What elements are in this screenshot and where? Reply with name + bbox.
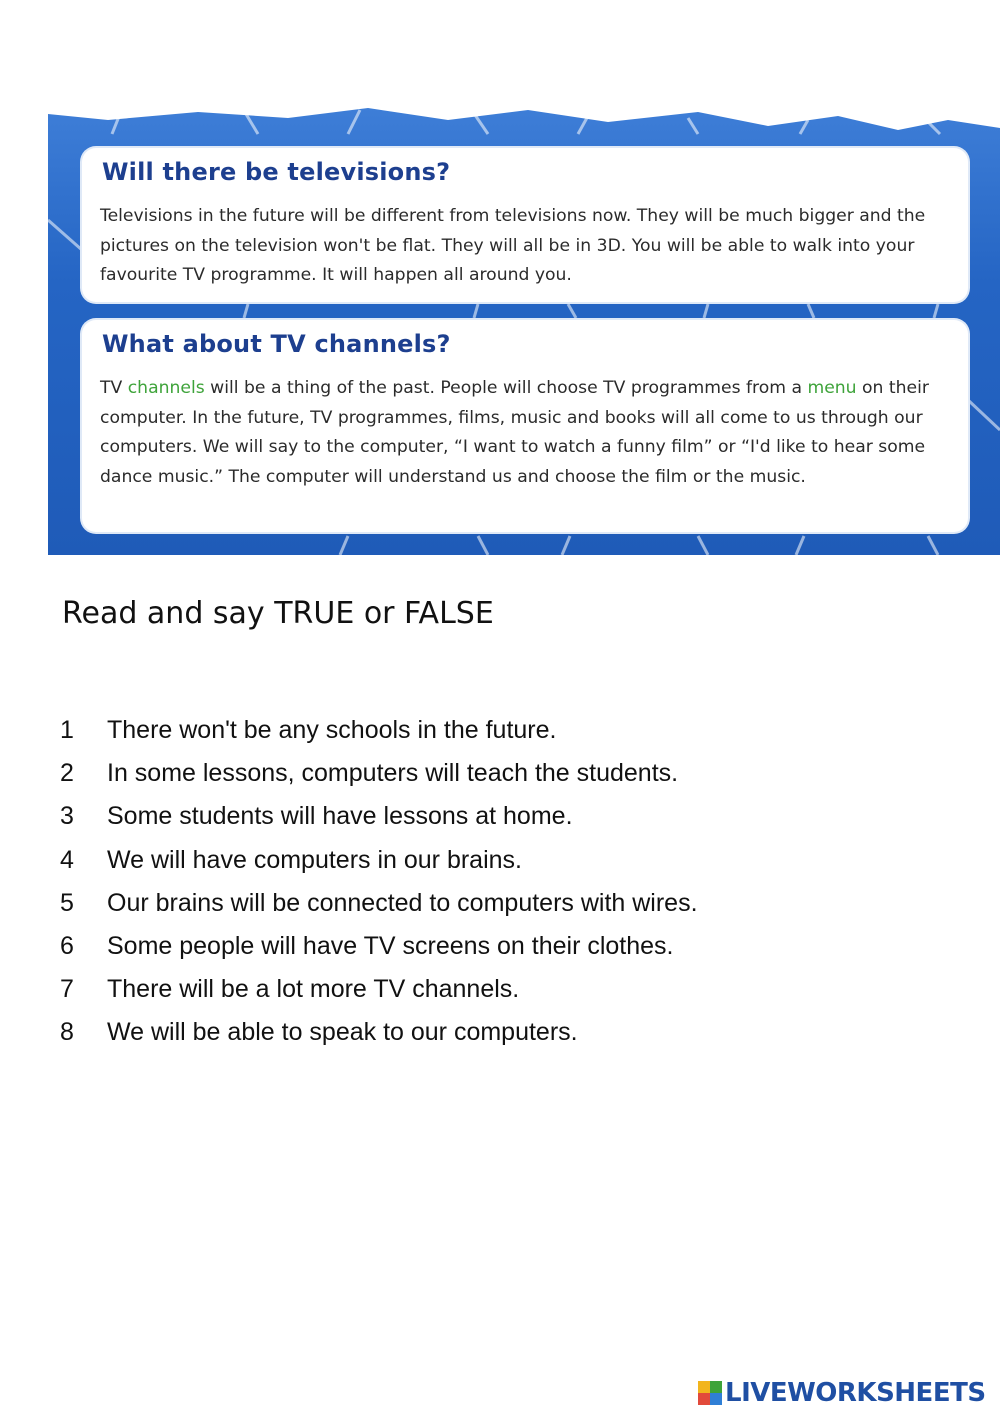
reading-panel [48, 100, 1000, 555]
liveworksheets-logo[interactable] [698, 1376, 986, 1410]
item-text: Some people will have TV screens on their clothes. [107, 931, 674, 960]
section-heading: What about TV channels? [102, 330, 451, 358]
item-number: 5 [60, 888, 74, 917]
logo-square [710, 1381, 722, 1393]
list-item [60, 802, 960, 845]
item-number: 6 [60, 931, 74, 960]
item-number: 4 [60, 845, 74, 874]
item-number: 3 [60, 802, 74, 831]
instruction: Read and say TRUE or FALSE [62, 596, 494, 631]
item-number: 2 [60, 759, 74, 788]
item-text: There will be a lot more TV channels. [107, 975, 520, 1004]
item-text: There won't be any schools in the future. [107, 716, 557, 744]
item-number: 7 [60, 975, 74, 1004]
list-item [60, 975, 960, 1018]
section-heading: Will there be televisions? [102, 158, 451, 186]
item-text: Our brains will be connected to computers with wires. [107, 888, 698, 917]
item-number: 8 [60, 1018, 74, 1047]
item-number: 1 [60, 716, 74, 744]
text-run: on their computer. In the future, TV programmes, films, music and books will all come to us through our computers. We will say to the computer, “I want to watch a funny film” or “I'd like to hear some dance music.” The computer will understand us and choose the film or the music. [100, 378, 929, 487]
list-item [60, 889, 960, 932]
text-run: will be a thing of the past. People will choose TV programmes from a [204, 378, 808, 398]
item-text: In some lessons, computers will teach the students. [107, 759, 679, 788]
text-run: TV [100, 378, 128, 398]
highlight-word: channels [127, 378, 205, 398]
section-text [100, 374, 952, 492]
section-tv-channels [82, 320, 968, 532]
statement-list [60, 716, 960, 1062]
list-item [60, 759, 960, 802]
section-televisions [82, 148, 968, 302]
item-text: We will be able to speak to our computers. [107, 1018, 578, 1047]
list-item [60, 716, 960, 759]
logo-square [710, 1393, 722, 1405]
list-item [60, 1018, 960, 1061]
logo-text: LIVEWORKSHEETS [725, 1378, 986, 1408]
logo-square [698, 1393, 710, 1405]
item-text: We will have computers in our brains. [107, 845, 522, 874]
list-item [60, 846, 960, 889]
item-text: Some students will have lessons at home. [107, 802, 573, 831]
highlight-word: menu [807, 378, 857, 398]
logo-mark-icon [698, 1381, 722, 1405]
list-item [60, 932, 960, 975]
section-text: Televisions in the future will be different from televisions now. They will be much bigger and the pictures on the television won't be flat. They will all be in 3D. You will be able to walk into your favourite TV programme. It will happen all around you. [100, 206, 926, 285]
logo-square [698, 1381, 710, 1393]
